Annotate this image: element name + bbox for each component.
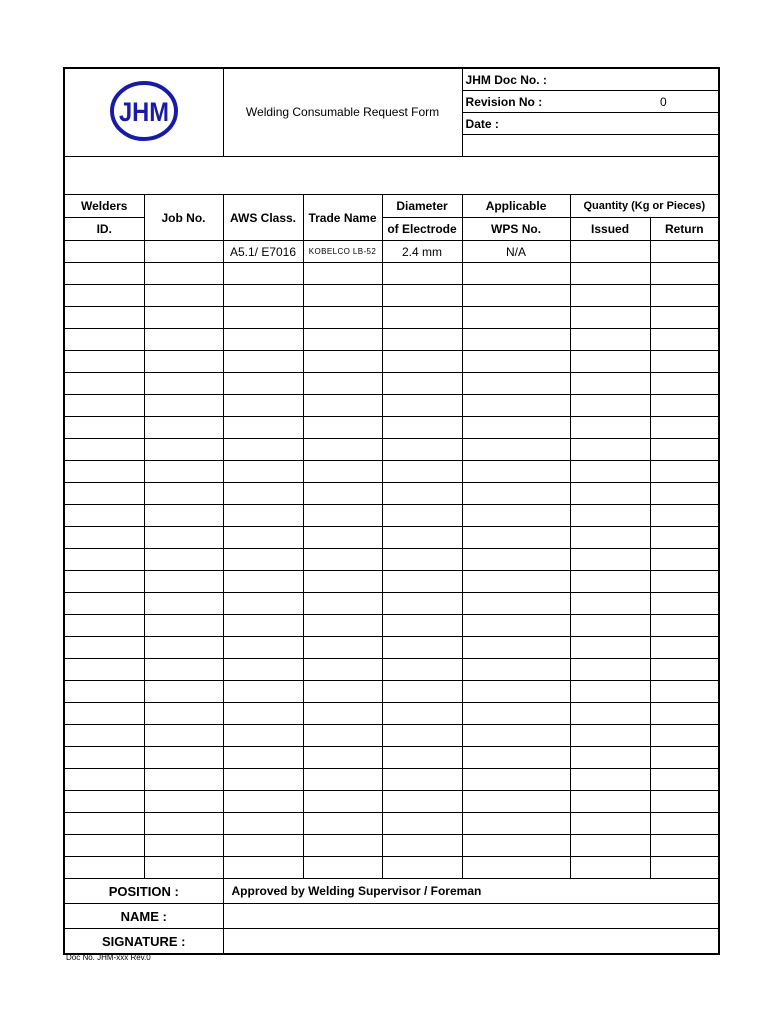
cell-wps[interactable] xyxy=(462,285,570,307)
cell-diameter[interactable] xyxy=(382,351,462,373)
cell-return[interactable] xyxy=(650,329,719,351)
cell-issued[interactable] xyxy=(570,263,650,285)
cell-wps[interactable]: N/A xyxy=(462,241,570,263)
cell-diameter[interactable] xyxy=(382,263,462,285)
cell-job-no[interactable] xyxy=(144,351,223,373)
cell-welder-id[interactable] xyxy=(64,857,144,879)
cell-diameter[interactable] xyxy=(382,505,462,527)
cell-wps[interactable] xyxy=(462,615,570,637)
signature-label: SIGNATURE : xyxy=(64,929,223,955)
doc-number-footer: Doc No. JHM-xxx Rev.0 xyxy=(66,953,151,962)
cell-welder-id[interactable] xyxy=(64,747,144,769)
col-job-no: Job No. xyxy=(144,195,223,241)
cell-diameter[interactable] xyxy=(382,813,462,835)
table-row xyxy=(64,395,719,417)
cell-issued[interactable] xyxy=(570,505,650,527)
logo-cell xyxy=(64,68,223,157)
cell-job-no[interactable] xyxy=(144,835,223,857)
cell-issued[interactable] xyxy=(570,461,650,483)
cell-job-no[interactable] xyxy=(144,505,223,527)
cell-wps[interactable] xyxy=(462,329,570,351)
cell-job-no[interactable] xyxy=(144,483,223,505)
table-row xyxy=(64,263,719,285)
cell-job-no[interactable] xyxy=(144,439,223,461)
col-quantity: Quantity (Kg or Pieces) xyxy=(570,195,719,218)
header-blank-cell xyxy=(462,135,719,157)
cell-aws-class[interactable] xyxy=(223,285,303,307)
cell-issued[interactable] xyxy=(570,395,650,417)
cell-issued[interactable] xyxy=(570,571,650,593)
cell-issued[interactable] xyxy=(570,439,650,461)
cell-wps[interactable] xyxy=(462,505,570,527)
cell-wps[interactable] xyxy=(462,593,570,615)
cell-wps[interactable] xyxy=(462,549,570,571)
cell-job-no[interactable] xyxy=(144,285,223,307)
cell-job-no[interactable] xyxy=(144,549,223,571)
cell-return[interactable] xyxy=(650,527,719,549)
cell-aws-class[interactable] xyxy=(223,417,303,439)
cell-welder-id[interactable] xyxy=(64,835,144,857)
cell-welder-id[interactable] xyxy=(64,681,144,703)
cell-issued[interactable] xyxy=(570,329,650,351)
cell-job-no[interactable] xyxy=(144,857,223,879)
cell-return[interactable] xyxy=(650,461,719,483)
cell-aws-class[interactable] xyxy=(223,615,303,637)
cell-trade-name[interactable] xyxy=(303,835,382,857)
cell-return[interactable] xyxy=(650,769,719,791)
cell-return[interactable] xyxy=(650,395,719,417)
cell-return[interactable] xyxy=(650,263,719,285)
cell-welder-id[interactable] xyxy=(64,813,144,835)
cell-wps[interactable] xyxy=(462,637,570,659)
cell-diameter[interactable] xyxy=(382,417,462,439)
position-value: Approved by Welding Supervisor / Foreman xyxy=(223,879,719,904)
table-row xyxy=(64,637,719,659)
cell-diameter[interactable] xyxy=(382,791,462,813)
table-row xyxy=(64,835,719,857)
cell-diameter[interactable] xyxy=(382,747,462,769)
spacer-row xyxy=(64,157,719,195)
signature-field[interactable] xyxy=(223,929,719,955)
table-row xyxy=(64,241,719,263)
cell-issued[interactable] xyxy=(570,285,650,307)
cell-trade-name[interactable] xyxy=(303,549,382,571)
cell-job-no[interactable] xyxy=(144,373,223,395)
cell-issued[interactable] xyxy=(570,659,650,681)
cell-aws-class[interactable] xyxy=(223,329,303,351)
col-wps-bottom: WPS No. xyxy=(462,218,570,241)
revision-value: 0 xyxy=(660,94,667,109)
cell-wps[interactable] xyxy=(462,395,570,417)
table-row xyxy=(64,285,719,307)
cell-aws-class[interactable] xyxy=(223,373,303,395)
cell-job-no[interactable] xyxy=(144,615,223,637)
cell-job-no[interactable] xyxy=(144,769,223,791)
cell-aws-class[interactable] xyxy=(223,659,303,681)
cell-aws-class[interactable] xyxy=(223,483,303,505)
cell-aws-class[interactable] xyxy=(223,527,303,549)
cell-wps[interactable] xyxy=(462,417,570,439)
table-row xyxy=(64,703,719,725)
cell-trade-name[interactable] xyxy=(303,571,382,593)
cell-job-no[interactable] xyxy=(144,637,223,659)
cell-return[interactable] xyxy=(650,417,719,439)
table-row xyxy=(64,725,719,747)
cell-diameter[interactable] xyxy=(382,307,462,329)
cell-welder-id[interactable] xyxy=(64,483,144,505)
table-row xyxy=(64,681,719,703)
cell-trade-name[interactable]: KOBELCO LB-52 xyxy=(303,241,382,263)
cell-issued[interactable] xyxy=(570,373,650,395)
cell-wps[interactable] xyxy=(462,835,570,857)
cell-job-no[interactable] xyxy=(144,747,223,769)
cell-diameter[interactable] xyxy=(382,615,462,637)
cell-aws-class[interactable] xyxy=(223,681,303,703)
cell-issued[interactable] xyxy=(570,813,650,835)
cell-welder-id[interactable] xyxy=(64,307,144,329)
cell-return[interactable] xyxy=(650,637,719,659)
cell-welder-id[interactable] xyxy=(64,351,144,373)
col-aws-class: AWS Class. xyxy=(223,195,303,241)
cell-wps[interactable] xyxy=(462,351,570,373)
cell-trade-name[interactable] xyxy=(303,791,382,813)
cell-aws-class[interactable] xyxy=(223,439,303,461)
logo-text: JHM xyxy=(118,97,169,127)
cell-trade-name[interactable] xyxy=(303,593,382,615)
cell-issued[interactable] xyxy=(570,549,650,571)
cell-aws-class[interactable] xyxy=(223,571,303,593)
cell-welder-id[interactable] xyxy=(64,417,144,439)
cell-aws-class[interactable]: A5.1/ E7016 xyxy=(223,241,303,263)
cell-welder-id[interactable] xyxy=(64,549,144,571)
col-welders-id-top: Welders xyxy=(64,195,144,218)
cell-diameter[interactable]: 2.4 mm xyxy=(382,241,462,263)
cell-wps[interactable] xyxy=(462,527,570,549)
cell-aws-class[interactable] xyxy=(223,263,303,285)
cell-wps[interactable] xyxy=(462,725,570,747)
cell-issued[interactable] xyxy=(570,483,650,505)
revision-cell xyxy=(462,91,719,113)
col-return: Return xyxy=(650,218,719,241)
cell-return[interactable] xyxy=(650,351,719,373)
cell-return[interactable] xyxy=(650,549,719,571)
table-row xyxy=(64,769,719,791)
cell-aws-class[interactable] xyxy=(223,593,303,615)
cell-aws-class[interactable] xyxy=(223,307,303,329)
cell-trade-name[interactable] xyxy=(303,681,382,703)
form-title: Welding Consumable Request Form xyxy=(223,68,462,157)
cell-welder-id[interactable] xyxy=(64,769,144,791)
cell-return[interactable] xyxy=(650,813,719,835)
cell-aws-class[interactable] xyxy=(223,549,303,571)
cell-welder-id[interactable] xyxy=(64,439,144,461)
cell-trade-name[interactable] xyxy=(303,461,382,483)
cell-issued[interactable] xyxy=(570,769,650,791)
cell-issued[interactable] xyxy=(570,615,650,637)
cell-diameter[interactable] xyxy=(382,769,462,791)
cell-diameter[interactable] xyxy=(382,395,462,417)
table-row xyxy=(64,791,719,813)
cell-trade-name[interactable] xyxy=(303,483,382,505)
cell-welder-id[interactable] xyxy=(64,725,144,747)
cell-wps[interactable] xyxy=(462,461,570,483)
table-row xyxy=(64,329,719,351)
cell-job-no[interactable] xyxy=(144,241,223,263)
cell-welder-id[interactable] xyxy=(64,373,144,395)
table-row xyxy=(64,857,719,879)
cell-issued[interactable] xyxy=(570,241,650,263)
revision-label: Revision No : xyxy=(465,94,543,109)
cell-trade-name[interactable] xyxy=(303,637,382,659)
table-row xyxy=(64,593,719,615)
cell-issued[interactable] xyxy=(570,857,650,879)
cell-job-no[interactable] xyxy=(144,461,223,483)
cell-trade-name[interactable] xyxy=(303,417,382,439)
cell-wps[interactable] xyxy=(462,373,570,395)
cell-welder-id[interactable] xyxy=(64,571,144,593)
table-row xyxy=(64,505,719,527)
cell-diameter[interactable] xyxy=(382,461,462,483)
table-row xyxy=(64,615,719,637)
table-row xyxy=(64,307,719,329)
cell-issued[interactable] xyxy=(570,351,650,373)
cell-return[interactable] xyxy=(650,439,719,461)
cell-return[interactable] xyxy=(650,615,719,637)
table-row xyxy=(64,659,719,681)
cell-welder-id[interactable] xyxy=(64,505,144,527)
cell-diameter[interactable] xyxy=(382,725,462,747)
cell-issued[interactable] xyxy=(570,417,650,439)
cell-wps[interactable] xyxy=(462,439,570,461)
table-row xyxy=(64,549,719,571)
cell-aws-class[interactable] xyxy=(223,703,303,725)
position-label: POSITION : xyxy=(64,879,223,904)
cell-diameter[interactable] xyxy=(382,835,462,857)
table-row xyxy=(64,417,719,439)
cell-wps[interactable] xyxy=(462,571,570,593)
cell-job-no[interactable] xyxy=(144,791,223,813)
table-row xyxy=(64,439,719,461)
col-diameter-bottom: of Electrode xyxy=(382,218,462,241)
cell-aws-class[interactable] xyxy=(223,747,303,769)
col-welders-id-bottom: ID. xyxy=(64,218,144,241)
cell-issued[interactable] xyxy=(570,725,650,747)
doc-no-label: JHM Doc No. : xyxy=(462,68,719,91)
cell-wps[interactable] xyxy=(462,703,570,725)
cell-issued[interactable] xyxy=(570,791,650,813)
cell-job-no[interactable] xyxy=(144,571,223,593)
cell-trade-name[interactable] xyxy=(303,285,382,307)
cell-trade-name[interactable] xyxy=(303,395,382,417)
name-field[interactable] xyxy=(223,904,719,929)
cell-trade-name[interactable] xyxy=(303,659,382,681)
cell-issued[interactable] xyxy=(570,527,650,549)
cell-job-no[interactable] xyxy=(144,263,223,285)
cell-trade-name[interactable] xyxy=(303,439,382,461)
cell-aws-class[interactable] xyxy=(223,813,303,835)
cell-welder-id[interactable] xyxy=(64,329,144,351)
cell-job-no[interactable] xyxy=(144,417,223,439)
cell-job-no[interactable] xyxy=(144,593,223,615)
table-row xyxy=(64,483,719,505)
cell-diameter[interactable] xyxy=(382,857,462,879)
col-diameter-top: Diameter xyxy=(382,195,462,218)
cell-issued[interactable] xyxy=(570,593,650,615)
cell-job-no[interactable] xyxy=(144,703,223,725)
cell-wps[interactable] xyxy=(462,483,570,505)
cell-return[interactable] xyxy=(650,747,719,769)
cell-issued[interactable] xyxy=(570,747,650,769)
cell-welder-id[interactable] xyxy=(64,791,144,813)
cell-diameter[interactable] xyxy=(382,681,462,703)
cell-diameter[interactable] xyxy=(382,483,462,505)
name-label: NAME : xyxy=(64,904,223,929)
cell-diameter[interactable] xyxy=(382,329,462,351)
cell-job-no[interactable] xyxy=(144,725,223,747)
cell-trade-name[interactable] xyxy=(303,505,382,527)
table-row xyxy=(64,373,719,395)
cell-return[interactable] xyxy=(650,571,719,593)
cell-welder-id[interactable] xyxy=(64,659,144,681)
cell-diameter[interactable] xyxy=(382,571,462,593)
cell-wps[interactable] xyxy=(462,263,570,285)
col-issued: Issued xyxy=(570,218,650,241)
cell-wps[interactable] xyxy=(462,791,570,813)
cell-welder-id[interactable] xyxy=(64,593,144,615)
cell-diameter[interactable] xyxy=(382,703,462,725)
cell-job-no[interactable] xyxy=(144,681,223,703)
cell-aws-class[interactable] xyxy=(223,461,303,483)
table-row xyxy=(64,813,719,835)
cell-welder-id[interactable] xyxy=(64,241,144,263)
cell-wps[interactable] xyxy=(462,307,570,329)
col-trade-name: Trade Name xyxy=(303,195,382,241)
cell-welder-id[interactable] xyxy=(64,263,144,285)
cell-job-no[interactable] xyxy=(144,527,223,549)
cell-trade-name[interactable] xyxy=(303,307,382,329)
cell-welder-id[interactable] xyxy=(64,461,144,483)
form-table xyxy=(63,67,720,955)
cell-return[interactable] xyxy=(650,681,719,703)
table-row xyxy=(64,351,719,373)
cell-aws-class[interactable] xyxy=(223,835,303,857)
cell-issued[interactable] xyxy=(570,637,650,659)
cell-trade-name[interactable] xyxy=(303,813,382,835)
cell-aws-class[interactable] xyxy=(223,637,303,659)
cell-return[interactable] xyxy=(650,835,719,857)
cell-return[interactable] xyxy=(650,703,719,725)
date-label: Date : xyxy=(462,113,719,135)
cell-trade-name[interactable] xyxy=(303,747,382,769)
col-wps-top: Applicable xyxy=(462,195,570,218)
cell-aws-class[interactable] xyxy=(223,791,303,813)
cell-return[interactable] xyxy=(650,593,719,615)
cell-return[interactable] xyxy=(650,857,719,879)
cell-diameter[interactable] xyxy=(382,659,462,681)
cell-return[interactable] xyxy=(650,791,719,813)
cell-diameter[interactable] xyxy=(382,373,462,395)
cell-trade-name[interactable] xyxy=(303,615,382,637)
cell-diameter[interactable] xyxy=(382,593,462,615)
cell-diameter[interactable] xyxy=(382,285,462,307)
cell-diameter[interactable] xyxy=(382,527,462,549)
cell-trade-name[interactable] xyxy=(303,329,382,351)
cell-welder-id[interactable] xyxy=(64,527,144,549)
cell-job-no[interactable] xyxy=(144,813,223,835)
cell-welder-id[interactable] xyxy=(64,395,144,417)
cell-wps[interactable] xyxy=(462,769,570,791)
cell-return[interactable] xyxy=(650,307,719,329)
cell-trade-name[interactable] xyxy=(303,351,382,373)
cell-welder-id[interactable] xyxy=(64,285,144,307)
cell-return[interactable] xyxy=(650,659,719,681)
cell-return[interactable] xyxy=(650,241,719,263)
cell-trade-name[interactable] xyxy=(303,527,382,549)
cell-aws-class[interactable] xyxy=(223,769,303,791)
cell-wps[interactable] xyxy=(462,857,570,879)
cell-wps[interactable] xyxy=(462,681,570,703)
cell-trade-name[interactable] xyxy=(303,373,382,395)
cell-welder-id[interactable] xyxy=(64,637,144,659)
cell-welder-id[interactable] xyxy=(64,615,144,637)
cell-wps[interactable] xyxy=(462,813,570,835)
cell-issued[interactable] xyxy=(570,307,650,329)
table-row xyxy=(64,527,719,549)
cell-return[interactable] xyxy=(650,285,719,307)
cell-issued[interactable] xyxy=(570,835,650,857)
cell-diameter[interactable] xyxy=(382,549,462,571)
cell-issued[interactable] xyxy=(570,703,650,725)
request-form xyxy=(63,67,718,955)
jhm-logo-icon xyxy=(109,80,179,142)
cell-aws-class[interactable] xyxy=(223,351,303,373)
cell-diameter[interactable] xyxy=(382,637,462,659)
cell-trade-name[interactable] xyxy=(303,725,382,747)
cell-aws-class[interactable] xyxy=(223,857,303,879)
cell-trade-name[interactable] xyxy=(303,857,382,879)
cell-return[interactable] xyxy=(650,505,719,527)
cell-return[interactable] xyxy=(650,725,719,747)
cell-aws-class[interactable] xyxy=(223,725,303,747)
cell-job-no[interactable] xyxy=(144,395,223,417)
cell-return[interactable] xyxy=(650,373,719,395)
cell-aws-class[interactable] xyxy=(223,395,303,417)
cell-aws-class[interactable] xyxy=(223,505,303,527)
table-row xyxy=(64,461,719,483)
cell-trade-name[interactable] xyxy=(303,703,382,725)
cell-trade-name[interactable] xyxy=(303,769,382,791)
table-row xyxy=(64,571,719,593)
table-row xyxy=(64,747,719,769)
cell-return[interactable] xyxy=(650,483,719,505)
cell-wps[interactable] xyxy=(462,747,570,769)
cell-job-no[interactable] xyxy=(144,307,223,329)
cell-trade-name[interactable] xyxy=(303,263,382,285)
cell-job-no[interactable] xyxy=(144,659,223,681)
cell-wps[interactable] xyxy=(462,659,570,681)
cell-issued[interactable] xyxy=(570,681,650,703)
cell-diameter[interactable] xyxy=(382,439,462,461)
cell-welder-id[interactable] xyxy=(64,703,144,725)
cell-job-no[interactable] xyxy=(144,329,223,351)
